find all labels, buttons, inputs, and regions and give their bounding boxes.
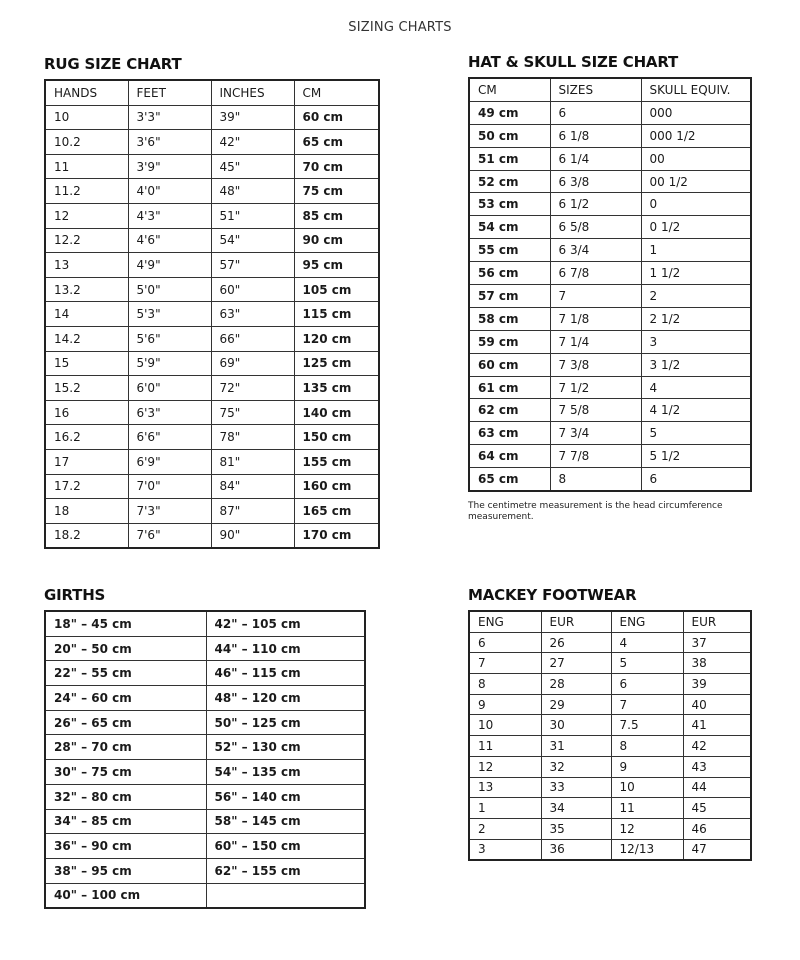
girth-cell: 28" – 70 cm — [45, 735, 206, 760]
hat-cell: 6 1/4 — [550, 147, 641, 170]
girth-cell: 50" – 125 cm — [206, 710, 365, 735]
rug-cell: 18.2 — [45, 523, 128, 548]
mackey-cell: 11 — [611, 798, 683, 819]
hat-cell: 7 1/8 — [550, 307, 641, 330]
rug-row — [45, 376, 379, 401]
rug-cell: 95 cm — [294, 253, 379, 278]
rug-cell: 17.2 — [45, 474, 128, 499]
mackey-row — [469, 653, 751, 674]
hat-cell: 49 cm — [469, 101, 550, 124]
hat-row — [469, 376, 751, 399]
rug-cell: 6'6" — [128, 425, 211, 450]
girth-cell: 38" – 95 cm — [45, 858, 206, 883]
rug-cell: 90" — [211, 523, 294, 548]
rug-cell: 60 cm — [294, 105, 379, 130]
rug-row — [45, 253, 379, 278]
rug-cell: 5'0" — [128, 277, 211, 302]
girths-table — [44, 610, 366, 909]
girth-cell: 20" – 50 cm — [45, 636, 206, 661]
hat-cell: 6 3/8 — [550, 170, 641, 193]
girth-cell: 48" – 120 cm — [206, 686, 365, 711]
mackey-cell: 28 — [541, 674, 611, 695]
girth-cell: 58" – 145 cm — [206, 809, 365, 834]
hat-skull-size-chart-title: HAT & SKULL SIZE CHART — [468, 53, 679, 71]
rug-cell: 150 cm — [294, 425, 379, 450]
rug-cell: 11 — [45, 154, 128, 179]
mackey-row — [469, 694, 751, 715]
hat-row — [469, 285, 751, 308]
rug-row — [45, 499, 379, 524]
rug-cell: 81" — [211, 449, 294, 474]
rug-cell: 3'6" — [128, 130, 211, 155]
rug-cell: 75" — [211, 400, 294, 425]
rug-row — [45, 154, 379, 179]
mackey-cell: 44 — [683, 777, 751, 798]
girth-row — [45, 883, 365, 908]
hat-row — [469, 239, 751, 262]
rug-cell: 45" — [211, 154, 294, 179]
mackey-cell: 35 — [541, 818, 611, 839]
mackey-cell: 45 — [683, 798, 751, 819]
mackey-cell: 7.5 — [611, 715, 683, 736]
hat-cell: 6 1/8 — [550, 124, 641, 147]
hat-skull-size-table — [468, 77, 752, 492]
hat-cell: 64 cm — [469, 445, 550, 468]
mackey-cell: 8 — [611, 736, 683, 757]
mackey-cell: 30 — [541, 715, 611, 736]
hat-cell: 0 1/2 — [641, 216, 751, 239]
hat-cell: 2 1/2 — [641, 307, 751, 330]
rug-cell: 85 cm — [294, 203, 379, 228]
hat-cell: 4 1/2 — [641, 399, 751, 422]
rug-header-cell: HANDS — [45, 80, 128, 105]
mackey-cell: 34 — [541, 798, 611, 819]
rug-cell: 7'6" — [128, 523, 211, 548]
rug-header-cell: FEET — [128, 80, 211, 105]
mackey-header-row — [469, 611, 751, 632]
mackey-row — [469, 777, 751, 798]
hat-cell: 000 — [641, 101, 751, 124]
hat-cell: 60 cm — [469, 353, 550, 376]
hat-row — [469, 147, 751, 170]
mackey-cell: 10 — [469, 715, 541, 736]
mackey-cell: 3 — [469, 839, 541, 860]
rug-cell: 39" — [211, 105, 294, 130]
rug-header-cell: CM — [294, 80, 379, 105]
girth-row — [45, 636, 365, 661]
rug-cell: 72" — [211, 376, 294, 401]
girth-cell: 54" – 135 cm — [206, 760, 365, 785]
girth-cell: 60" – 150 cm — [206, 834, 365, 859]
mackey-cell: 4 — [611, 632, 683, 653]
mackey-row — [469, 715, 751, 736]
mackey-cell: 1 — [469, 798, 541, 819]
mackey-cell: 26 — [541, 632, 611, 653]
hat-cell: 7 1/4 — [550, 330, 641, 353]
mackey-cell: 12/13 — [611, 839, 683, 860]
hat-cell: 7 5/8 — [550, 399, 641, 422]
hat-cell: 50 cm — [469, 124, 550, 147]
rug-cell: 18 — [45, 499, 128, 524]
rug-row — [45, 449, 379, 474]
hat-row — [469, 193, 751, 216]
mackey-cell: 43 — [683, 756, 751, 777]
rug-cell: 11.2 — [45, 179, 128, 204]
hat-cell: 59 cm — [469, 330, 550, 353]
mackey-cell: 42 — [683, 736, 751, 757]
rug-cell: 5'9" — [128, 351, 211, 376]
girth-row — [45, 611, 365, 636]
rug-cell: 7'3" — [128, 499, 211, 524]
mackey-cell: 47 — [683, 839, 751, 860]
mackey-cell: 13 — [469, 777, 541, 798]
mackey-cell: 2 — [469, 818, 541, 839]
mackey-cell: 7 — [611, 694, 683, 715]
hat-cell: 5 — [641, 422, 751, 445]
rug-cell: 13.2 — [45, 277, 128, 302]
girth-cell: 52" – 130 cm — [206, 735, 365, 760]
hat-row — [469, 262, 751, 285]
hat-cell: 7 1/2 — [550, 376, 641, 399]
rug-cell: 84" — [211, 474, 294, 499]
mackey-cell: 12 — [611, 818, 683, 839]
hat-cell: 56 cm — [469, 262, 550, 285]
mackey-cell: 33 — [541, 777, 611, 798]
hat-cell: 62 cm — [469, 399, 550, 422]
hat-row — [469, 445, 751, 468]
mackey-header-cell: EUR — [541, 611, 611, 632]
rug-cell: 115 cm — [294, 302, 379, 327]
girth-row — [45, 834, 365, 859]
rug-cell: 51" — [211, 203, 294, 228]
girth-cell: 24" – 60 cm — [45, 686, 206, 711]
hat-cell: 6 1/2 — [550, 193, 641, 216]
page-title: SIZING CHARTS — [348, 20, 452, 35]
hat-row — [469, 468, 751, 491]
rug-cell: 42" — [211, 130, 294, 155]
hat-cell: 52 cm — [469, 170, 550, 193]
rug-cell: 16 — [45, 400, 128, 425]
rug-cell: 57" — [211, 253, 294, 278]
hat-cell: 00 1/2 — [641, 170, 751, 193]
mackey-footwear-title: MACKEY FOOTWEAR — [468, 586, 637, 604]
girths-title: GIRTHS — [44, 586, 106, 604]
mackey-cell: 29 — [541, 694, 611, 715]
hat-row — [469, 216, 751, 239]
rug-cell: 69" — [211, 351, 294, 376]
rug-cell: 54" — [211, 228, 294, 253]
mackey-row — [469, 839, 751, 860]
girth-cell: 32" – 80 cm — [45, 784, 206, 809]
girth-row — [45, 784, 365, 809]
mackey-cell: 6 — [469, 632, 541, 653]
rug-cell: 75 cm — [294, 179, 379, 204]
rug-cell: 140 cm — [294, 400, 379, 425]
girth-cell: 18" – 45 cm — [45, 611, 206, 636]
rug-cell: 13 — [45, 253, 128, 278]
hat-header-cell: CM — [469, 78, 550, 101]
hat-row — [469, 399, 751, 422]
rug-cell: 16.2 — [45, 425, 128, 450]
girth-cell: 44" – 110 cm — [206, 636, 365, 661]
girth-row — [45, 686, 365, 711]
girth-cell: 56" – 140 cm — [206, 784, 365, 809]
rug-cell: 60" — [211, 277, 294, 302]
rug-cell: 70 cm — [294, 154, 379, 179]
rug-cell: 14 — [45, 302, 128, 327]
hat-cell: 51 cm — [469, 147, 550, 170]
hat-cell: 6 7/8 — [550, 262, 641, 285]
hat-cell: 1 1/2 — [641, 262, 751, 285]
mackey-cell: 8 — [469, 674, 541, 695]
rug-row — [45, 302, 379, 327]
rug-size-chart-title: RUG SIZE CHART — [44, 55, 182, 73]
mackey-cell: 7 — [469, 653, 541, 674]
mackey-row — [469, 736, 751, 757]
hat-cell: 61 cm — [469, 376, 550, 399]
rug-row — [45, 523, 379, 548]
rug-cell: 4'3" — [128, 203, 211, 228]
girth-row — [45, 710, 365, 735]
mackey-cell: 31 — [541, 736, 611, 757]
hat-header-row — [469, 78, 751, 101]
rug-cell: 10.2 — [45, 130, 128, 155]
hat-cell: 5 1/2 — [641, 445, 751, 468]
rug-cell: 12.2 — [45, 228, 128, 253]
hat-row — [469, 124, 751, 147]
mackey-cell: 9 — [611, 756, 683, 777]
rug-size-chart-section — [44, 55, 380, 549]
mackey-row — [469, 632, 751, 653]
mackey-row — [469, 674, 751, 695]
girth-row — [45, 735, 365, 760]
hat-cell: 1 — [641, 239, 751, 262]
hat-cell: 65 cm — [469, 468, 550, 491]
rug-cell: 87" — [211, 499, 294, 524]
hat-row — [469, 307, 751, 330]
rug-row — [45, 277, 379, 302]
rug-cell: 5'3" — [128, 302, 211, 327]
rug-cell: 4'9" — [128, 253, 211, 278]
rug-row — [45, 351, 379, 376]
rug-cell: 170 cm — [294, 523, 379, 548]
hat-cell: 6 — [641, 468, 751, 491]
girth-cell: 30" – 75 cm — [45, 760, 206, 785]
rug-header-cell: INCHES — [211, 80, 294, 105]
hat-cell: 2 — [641, 285, 751, 308]
girth-row — [45, 809, 365, 834]
rug-size-table — [44, 79, 380, 549]
hat-cell: 00 — [641, 147, 751, 170]
girth-cell — [206, 883, 365, 908]
rug-cell: 6'0" — [128, 376, 211, 401]
hat-header-cell: SIZES — [550, 78, 641, 101]
rug-cell: 14.2 — [45, 326, 128, 351]
rug-row — [45, 130, 379, 155]
girth-cell: 62" – 155 cm — [206, 858, 365, 883]
rug-cell: 3'9" — [128, 154, 211, 179]
mackey-footwear-section — [468, 586, 752, 861]
girth-cell: 42" – 105 cm — [206, 611, 365, 636]
mackey-header-cell: ENG — [611, 611, 683, 632]
hat-cell: 63 cm — [469, 422, 550, 445]
rug-cell: 90 cm — [294, 228, 379, 253]
hat-cell: 53 cm — [469, 193, 550, 216]
mackey-row — [469, 798, 751, 819]
hat-cell: 0 — [641, 193, 751, 216]
girths-section — [44, 586, 366, 909]
rug-cell: 3'3" — [128, 105, 211, 130]
rug-cell: 125 cm — [294, 351, 379, 376]
hat-cell: 57 cm — [469, 285, 550, 308]
hat-cell: 3 1/2 — [641, 353, 751, 376]
mackey-row — [469, 756, 751, 777]
mackey-cell: 40 — [683, 694, 751, 715]
mackey-cell: 32 — [541, 756, 611, 777]
mackey-cell: 5 — [611, 653, 683, 674]
hat-row — [469, 101, 751, 124]
hat-cell: 8 — [550, 468, 641, 491]
rug-cell: 15.2 — [45, 376, 128, 401]
rug-cell: 10 — [45, 105, 128, 130]
rug-cell: 17 — [45, 449, 128, 474]
hat-cell: 4 — [641, 376, 751, 399]
mackey-cell: 36 — [541, 839, 611, 860]
mackey-header-cell: EUR — [683, 611, 751, 632]
mackey-cell: 11 — [469, 736, 541, 757]
mackey-cell: 27 — [541, 653, 611, 674]
rug-cell: 6'3" — [128, 400, 211, 425]
mackey-cell: 38 — [683, 653, 751, 674]
mackey-cell: 39 — [683, 674, 751, 695]
hat-cell: 6 5/8 — [550, 216, 641, 239]
rug-row — [45, 326, 379, 351]
rug-cell: 105 cm — [294, 277, 379, 302]
rug-row — [45, 105, 379, 130]
mackey-cell: 10 — [611, 777, 683, 798]
hat-cell: 000 1/2 — [641, 124, 751, 147]
rug-cell: 15 — [45, 351, 128, 376]
rug-header-row — [45, 80, 379, 105]
hat-row — [469, 330, 751, 353]
hat-cell: 6 — [550, 101, 641, 124]
girth-cell: 40" – 100 cm — [45, 883, 206, 908]
rug-cell: 66" — [211, 326, 294, 351]
girth-cell: 26" – 65 cm — [45, 710, 206, 735]
rug-row — [45, 179, 379, 204]
rug-cell: 12 — [45, 203, 128, 228]
hat-cell: 7 3/8 — [550, 353, 641, 376]
girth-row — [45, 760, 365, 785]
hat-row — [469, 170, 751, 193]
mackey-row — [469, 818, 751, 839]
rug-cell: 120 cm — [294, 326, 379, 351]
rug-cell: 48" — [211, 179, 294, 204]
rug-cell: 65 cm — [294, 130, 379, 155]
girth-cell: 46" – 115 cm — [206, 661, 365, 686]
hat-cell: 7 — [550, 285, 641, 308]
hat-cell: 3 — [641, 330, 751, 353]
hat-cell: 7 7/8 — [550, 445, 641, 468]
hat-row — [469, 422, 751, 445]
rug-cell: 135 cm — [294, 376, 379, 401]
girth-cell: 22" – 55 cm — [45, 661, 206, 686]
rug-cell: 165 cm — [294, 499, 379, 524]
rug-row — [45, 203, 379, 228]
mackey-cell: 37 — [683, 632, 751, 653]
hat-cell: 58 cm — [469, 307, 550, 330]
rug-row — [45, 474, 379, 499]
rug-row — [45, 228, 379, 253]
girth-row — [45, 661, 365, 686]
girth-row — [45, 858, 365, 883]
mackey-header-cell: ENG — [469, 611, 541, 632]
hat-cell: 6 3/4 — [550, 239, 641, 262]
hat-row — [469, 353, 751, 376]
rug-cell: 78" — [211, 425, 294, 450]
hat-header-cell: SKULL EQUIV. — [641, 78, 751, 101]
hat-cell: 54 cm — [469, 216, 550, 239]
girth-cell: 34" – 85 cm — [45, 809, 206, 834]
hat-cell: 7 3/4 — [550, 422, 641, 445]
rug-cell: 160 cm — [294, 474, 379, 499]
mackey-cell: 41 — [683, 715, 751, 736]
rug-row — [45, 425, 379, 450]
rug-cell: 4'0" — [128, 179, 211, 204]
mackey-footwear-table — [468, 610, 752, 861]
hat-cell: 55 cm — [469, 239, 550, 262]
hat-skull-size-chart-section — [468, 53, 752, 524]
mackey-cell: 6 — [611, 674, 683, 695]
hat-measurement-note: The centimetre measurement is the head circumference measurement. — [468, 501, 723, 523]
rug-row — [45, 400, 379, 425]
mackey-cell: 12 — [469, 756, 541, 777]
rug-cell: 155 cm — [294, 449, 379, 474]
rug-cell: 7'0" — [128, 474, 211, 499]
mackey-cell: 46 — [683, 818, 751, 839]
rug-cell: 5'6" — [128, 326, 211, 351]
rug-cell: 63" — [211, 302, 294, 327]
rug-cell: 4'6" — [128, 228, 211, 253]
girth-cell: 36" – 90 cm — [45, 834, 206, 859]
rug-cell: 6'9" — [128, 449, 211, 474]
mackey-cell: 9 — [469, 694, 541, 715]
